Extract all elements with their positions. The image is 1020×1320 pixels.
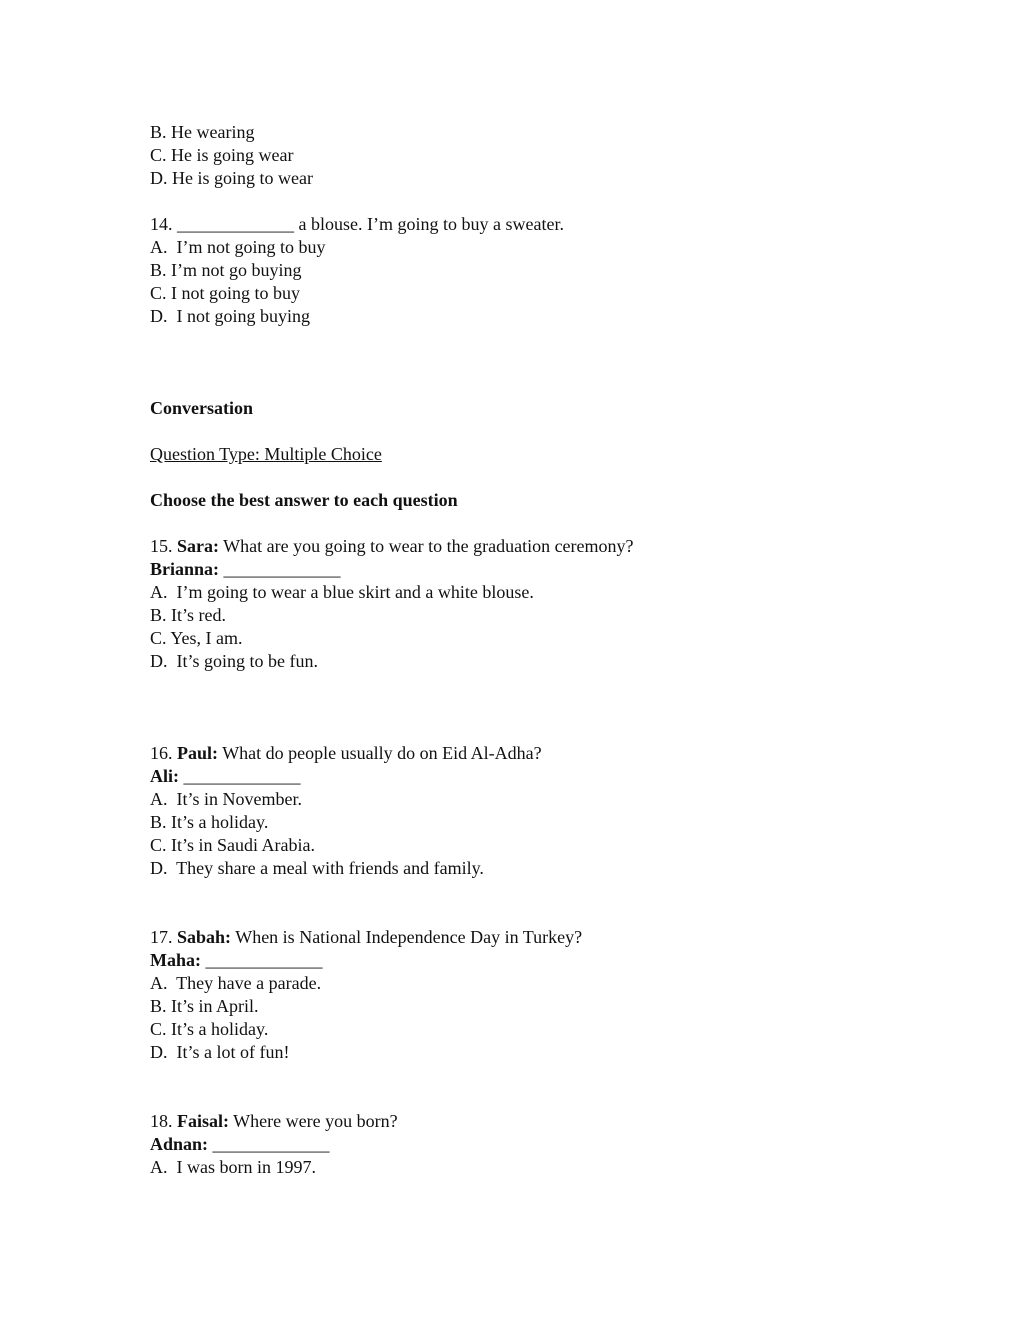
q18-question-text: Where were you born? bbox=[229, 1111, 398, 1131]
q16-response bbox=[150, 765, 301, 788]
q16-question-text: What do people usually do on Eid Al-Adha? bbox=[218, 743, 542, 763]
q17-number: 17. bbox=[150, 927, 177, 947]
q15-option-b: B. It’s red. bbox=[150, 605, 226, 625]
q17-option-c: C. It’s a holiday. bbox=[150, 1019, 269, 1039]
q18-speaker1: Faisal: bbox=[177, 1111, 229, 1131]
instruction-text: Choose the best answer to each question bbox=[150, 490, 458, 510]
q16-option-b: B. It’s a holiday. bbox=[150, 812, 269, 832]
q18-blank: _____________ bbox=[208, 1134, 330, 1154]
q17-speaker1: Sabah: bbox=[177, 927, 232, 947]
q14-option-d: D. I not going buying bbox=[150, 306, 310, 326]
question-type: Question Type: Multiple Choice bbox=[150, 444, 382, 464]
q17-speaker2: Maha: bbox=[150, 950, 201, 970]
q17-option-d: D. It’s a lot of fun! bbox=[150, 1042, 290, 1062]
q15-speaker2: Brianna: bbox=[150, 559, 220, 579]
q17-blank: _____________ bbox=[201, 950, 323, 970]
q15-response bbox=[150, 558, 341, 581]
q16-option-c: C. It’s in Saudi Arabia. bbox=[150, 835, 315, 855]
q15-option-a: A. I’m going to wear a blue skirt and a white blouse. bbox=[150, 582, 534, 602]
q16-speaker2: Ali: bbox=[150, 766, 179, 786]
q17-question-text: When is National Independence Day in Turkey? bbox=[231, 927, 583, 947]
q17-option-a: A. They have a parade. bbox=[150, 973, 322, 993]
q16-question bbox=[150, 742, 542, 765]
q15-option-c: C. Yes, I am. bbox=[150, 628, 243, 648]
q16-option-d: D. They share a meal with friends and family. bbox=[150, 858, 484, 878]
q17-question bbox=[150, 926, 582, 949]
section-title-text: Conversation bbox=[150, 398, 253, 418]
q16-speaker1: Paul: bbox=[177, 743, 219, 763]
q15-option-d: D. It’s going to be fun. bbox=[150, 651, 318, 671]
q16-blank: _____________ bbox=[179, 766, 301, 786]
q16-option-a: A. It’s in November. bbox=[150, 789, 302, 809]
q16-number: 16. bbox=[150, 743, 177, 763]
q14-option-b: B. I’m not go buying bbox=[150, 260, 302, 280]
q18-response bbox=[150, 1133, 330, 1156]
q13-option-d: D. He is going to wear bbox=[150, 168, 313, 188]
q13-option-c: C. He is going wear bbox=[150, 145, 294, 165]
q15-speaker1: Sara: bbox=[177, 536, 219, 556]
q18-option-a: A. I was born in 1997. bbox=[150, 1157, 316, 1177]
q14-option-c: C. I not going to buy bbox=[150, 283, 301, 303]
q18-number: 18. bbox=[150, 1111, 177, 1131]
q14-option-a: A. I’m not going to buy bbox=[150, 237, 326, 257]
instruction bbox=[150, 489, 458, 512]
q15-number: 15. bbox=[150, 536, 177, 556]
q17-response bbox=[150, 949, 323, 972]
q15-question bbox=[150, 535, 634, 558]
q15-blank: _____________ bbox=[219, 559, 341, 579]
q13-option-b: B. He wearing bbox=[150, 122, 255, 142]
q14-stem: 14. _____________ a blouse. I’m going to buy a sweater. bbox=[150, 214, 564, 234]
q15-question-text: What are you going to wear to the graduation ceremony? bbox=[219, 536, 634, 556]
q17-option-b: B. It’s in April. bbox=[150, 996, 259, 1016]
q18-speaker2: Adnan: bbox=[150, 1134, 209, 1154]
section-title bbox=[150, 397, 253, 420]
q18-question bbox=[150, 1110, 398, 1133]
